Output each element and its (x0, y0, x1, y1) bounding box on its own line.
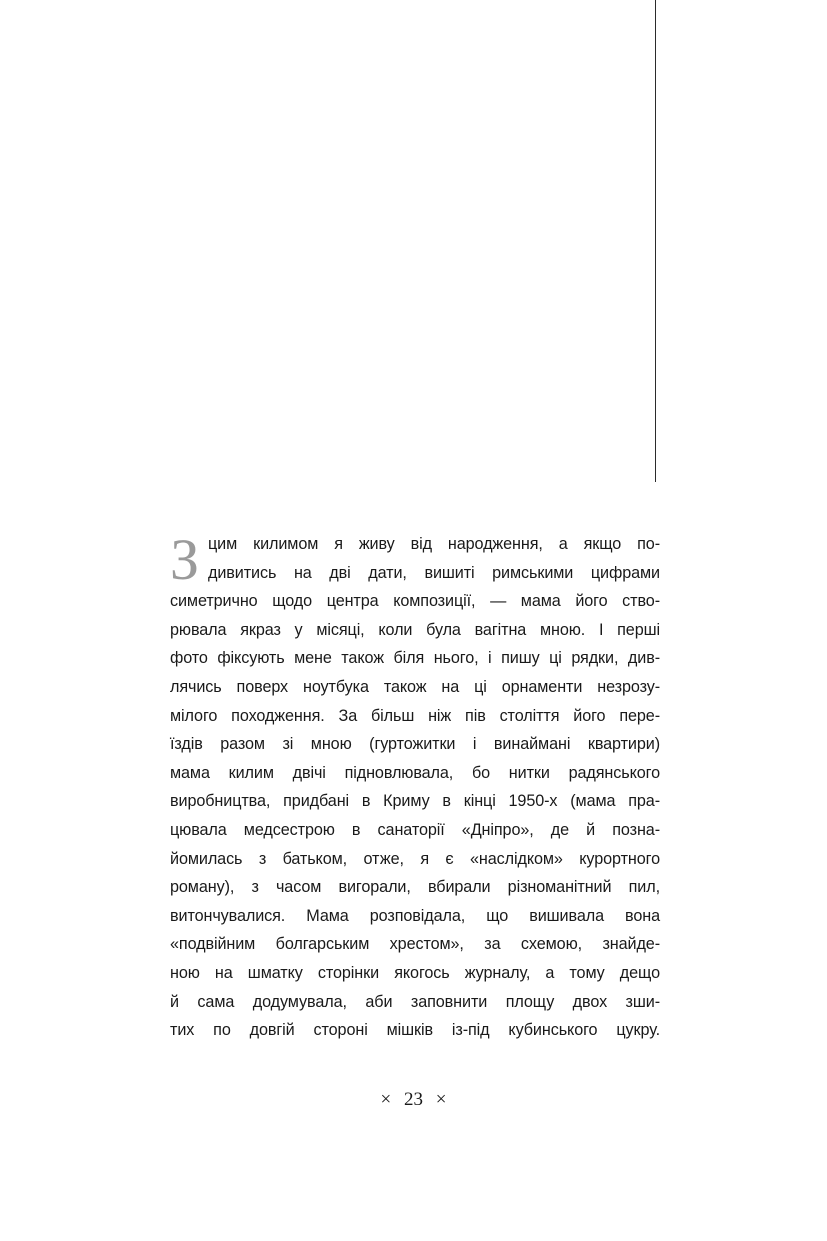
text-line: йомилась з батьком, отже, я є «наслідком» курортного (170, 849, 660, 868)
text-line: лячись поверх ноутбука також на ці орнаменти незрозу- (170, 677, 660, 696)
page-number: 23 (404, 1089, 423, 1110)
text-line: витончувалися. Мама розповідала, що вишивала вона (170, 906, 660, 925)
text-line: виробництва, придбані в Криму в кінці 1950-х (мама пра- (170, 792, 660, 811)
text-line: мама килим двічі підновлювала, бо нитки радянського (170, 763, 660, 782)
text-line: ною на шматку сторінки якогось журналу, а тому дещо (170, 963, 660, 982)
text-line: цим килимом я живу від народження, а якщо по- (208, 535, 660, 553)
text-line: їздів разом зі мною (гуртожитки і винаймані квартири) (170, 735, 660, 754)
text-line: фото фіксують мене також біля нього, і пишу ці рядки, див- (170, 649, 660, 668)
text-line: дивитись на дві дати, вишиті римськими цифрами (208, 563, 660, 582)
folio-right-mark: × (435, 1089, 447, 1110)
page-number-folio (0, 1089, 827, 1111)
text-line: роману), з часом вигорали, вбирали різноманітний пил, (170, 878, 660, 897)
drop-cap: З (170, 527, 200, 592)
text-line: тих по довгій стороні мішків із-під кубинського цукру. (170, 1021, 660, 1040)
text-line: «подвійним болгарським хрестом», за схемою, знайде- (170, 935, 660, 954)
text-line: й сама додумувала, аби заповнити площу двох зши- (170, 992, 660, 1011)
vertical-rule (655, 0, 656, 482)
text-line: мілого походження. За більш ніж пів століття його пере- (170, 706, 660, 725)
text-line: симетрично щодо центра композиції, — мама його ство- (170, 592, 660, 611)
folio-left-mark: × (380, 1089, 392, 1110)
text-line: рювала якраз у місяці, коли була вагітна мною. І перші (170, 620, 660, 639)
body-text (170, 527, 660, 1045)
text-line: цювала медсестрою в санаторії «Дніпро», де й позна- (170, 820, 660, 839)
